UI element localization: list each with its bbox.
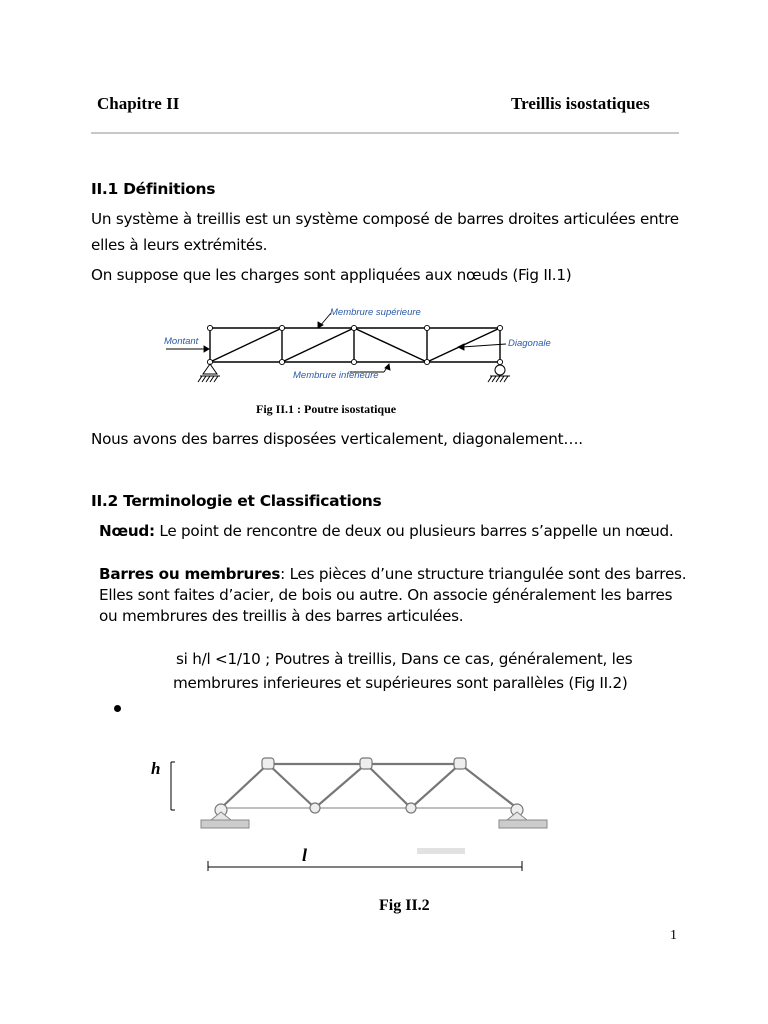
chapter-title: Treillis isostatiques [511,94,650,113]
paragraph-line: elles à leurs extrémités. [91,236,268,254]
definition-text: Le point de rencontre de deux ou plusieurs barres s’appelle un nœud. [154,522,674,540]
l-dimension [208,861,522,871]
paragraph-line: Un système à treillis est un système composé de barres droites articulées entre [91,210,679,228]
l-label: l [302,845,308,865]
label-membrure-inferieure: Membrure inférieure [293,370,379,381]
h-dimension [171,762,175,810]
supports [201,812,547,828]
chapter-label: Chapitre II [97,94,180,113]
figure-1-caption: Fig II.1 : Poutre isostatique [256,402,397,416]
term-noeud: Nœud: [99,522,155,540]
truss-2-bars [221,764,517,808]
section-1-title: II.1 Définitions [91,180,216,198]
paragraph-line: Nous avons des barres disposées verticalement, diagonalement…. [91,430,583,448]
term-barres: Barres ou membrures [99,565,281,583]
truss-figure-2 [145,750,555,875]
label-diagonale: Diagonale [508,338,551,349]
roller-support [488,365,510,382]
figure-2-caption: Fig II.2 [379,897,430,914]
truss-nodes [207,325,502,364]
label-arrows [166,313,506,372]
definition-barres [99,565,686,583]
truss-bars [210,328,500,362]
section-2-title: II.2 Terminologie et Classifications [91,492,382,510]
pin-support [198,364,220,382]
definition-text: : Les pièces d’une structure triangulée sont des barres. [280,565,687,583]
paragraph-line: ou membrures des treillis à des barres articulées. [99,607,464,625]
page-number: 1 [670,928,677,943]
truss-2-nodes [215,758,523,816]
label-membrure-superieure: Membrure supérieure [330,307,421,318]
h-label: h [151,759,161,778]
header-rule [91,132,679,134]
bullet [114,705,121,712]
note-line: membrures inferieures et supérieures sont parallèles (Fig II.2) [173,674,628,692]
paragraph-line: On suppose que les charges sont appliquées aux nœuds (Fig II.1) [91,266,572,284]
paragraph-line: Elles sont faites d’acier, de bois ou autre. On associe généralement les barres [99,586,673,604]
scan-artifact [417,848,465,854]
note-line: si h/l <1/10 ; Poutres à treillis, Dans ce cas, généralement, les [176,650,633,668]
definition-noeud [99,522,673,540]
label-montant: Montant [164,336,199,347]
